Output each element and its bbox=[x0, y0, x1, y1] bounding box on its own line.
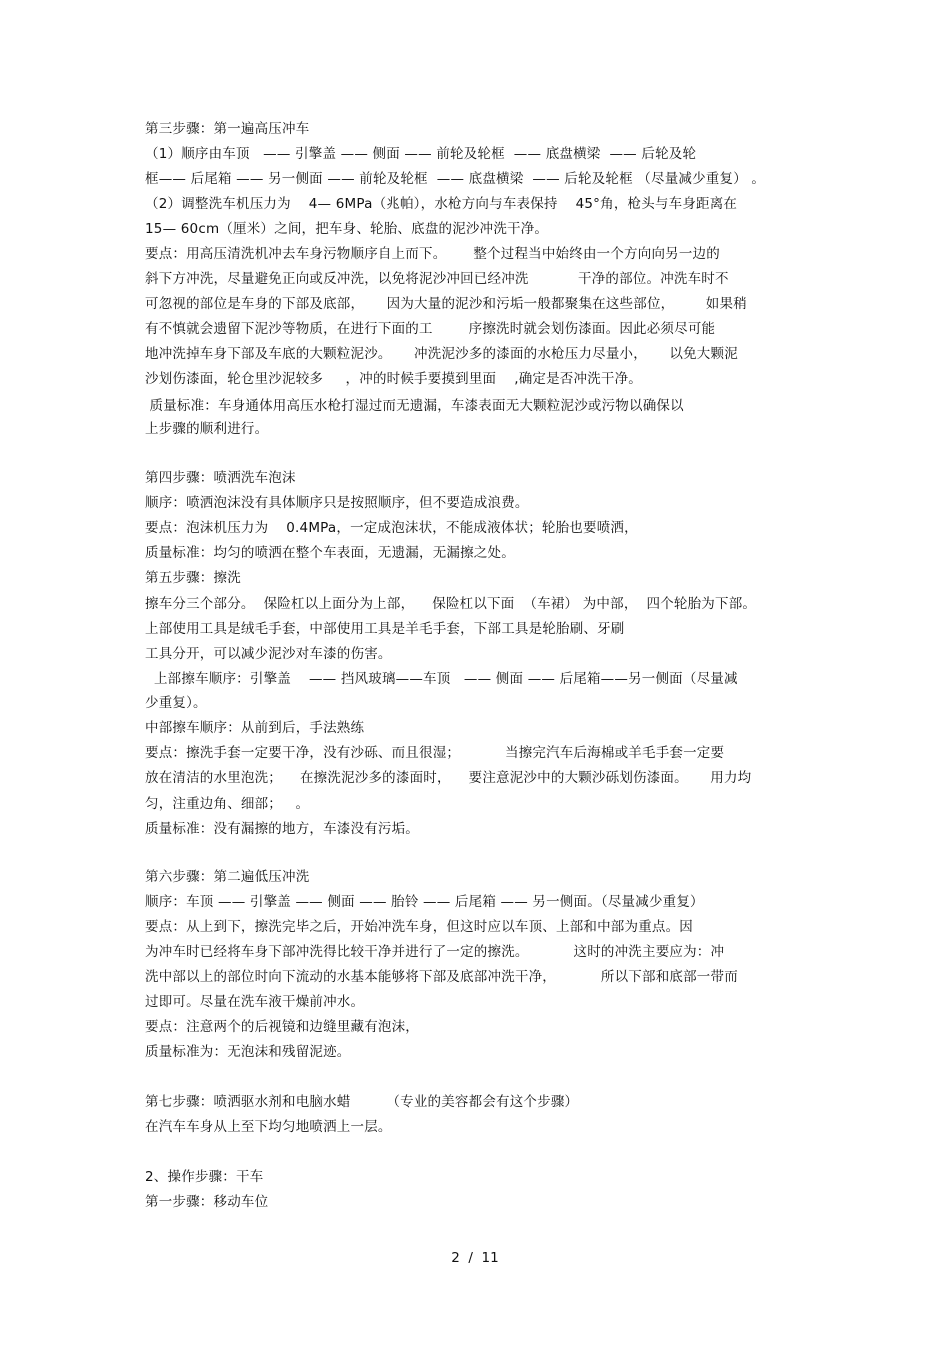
text-line: 质量标准为：无泡沫和残留泥迹。 bbox=[145, 1044, 351, 1060]
text-line: 少重复）。 bbox=[145, 695, 207, 711]
text-line: 要点：泡沫机压力为 0.4MPa，一定成泡沫状，不能成液体状；轮胎也要喷洒， bbox=[145, 520, 638, 536]
text-line: （2）调整洗车机压力为 4— 6MPa（兆帕），水枪方向与车表保持 45°角，枪头与车身距离在 bbox=[145, 196, 738, 212]
text-line: 地冲洗掉车身下部及车底的大颗粒泥沙。 冲洗泥沙多的漆面的水枪压力尽量小， 以免大颗泥 bbox=[145, 346, 738, 362]
text-line: 要点：擦洗手套一定要干净，没有沙砾、而且很湿； 当擦完汽车后海棉或羊毛手套一定要 bbox=[145, 745, 725, 761]
text-line: 放在清洁的水里泡洗； 在擦洗泥沙多的漆面时， 要注意泥沙中的大颗沙砾划伤漆面。 用力均 bbox=[145, 770, 752, 786]
text-line: 上部擦车顺序：引擎盖 —— 挡风玻璃——车顶 —— 侧面 —— 后尾箱——另一侧面（尽量减 bbox=[145, 671, 738, 687]
text-line: 洗中部以上的部位时向下流动的水基本能够将下部及底部冲洗干净， 所以下部和底部一带而 bbox=[145, 969, 738, 985]
text-line: 斜下方冲洗，尽量避免正向或反冲洗，以免将泥沙冲回已经冲洗 干净的部位。冲洗车时不 bbox=[145, 271, 729, 287]
text-line: 质量标准：没有漏擦的地方，车漆没有污垢。 bbox=[145, 821, 419, 837]
text-line: 框—— 后尾箱 —— 另一侧面 —— 前轮及轮框 —— 底盘横梁 —— 后轮及轮框 （尽量减少重复） 。 bbox=[145, 171, 766, 187]
text-line: 在汽车车身从上至下均匀地喷洒上一层。 bbox=[145, 1119, 392, 1135]
text-line: 沙划伤漆面，轮仓里沙泥较多 ，冲的时候手要摸到里面 ,确定是否冲洗干净。 bbox=[145, 371, 643, 387]
text-line: 顺序：喷洒泡沫没有具体顺序只是按照顺序，但不要造成浪费。 bbox=[145, 495, 529, 511]
step5-heading: 第五步骤：擦洗 bbox=[145, 570, 241, 586]
text-line: 第一步骤：移动车位 bbox=[145, 1194, 269, 1210]
text-line: 要点：注意两个的后视镜和边缝里藏有泡沫， bbox=[145, 1019, 419, 1035]
text-line: 15— 60cm（厘米）之间，把车身、轮胎、底盘的泥沙冲洗干净。 bbox=[145, 221, 549, 237]
text-line: 为冲车时已经将车身下部冲洗得比较干净并进行了一定的擦洗。 这时的冲洗主要应为：冲 bbox=[145, 944, 725, 960]
text-line: 质量标准：车身通体用高压水枪打湿过而无遗漏，车漆表面无大颗粒泥沙或污物以确保以 bbox=[145, 398, 684, 414]
text-line: 要点：用高压清洗机冲去车身污物顺序自上而下。 整个过程当中始终由一个方向向另一边的 bbox=[145, 246, 720, 262]
text-line: 有不慎就会遗留下泥沙等物质，在进行下面的工 序擦洗时就会划伤漆面。因此必须尽可能 bbox=[145, 321, 716, 337]
page-number: 2 / 11 bbox=[451, 1250, 499, 1266]
text-line: 质量标准：均匀的喷洒在整个车表面，无遗漏，无漏擦之处。 bbox=[145, 545, 515, 561]
text-line: 顺序：车顶 —— 引擎盖 —— 侧面 —— 胎铃 —— 后尾箱 —— 另一侧面。（尽量减少重复） bbox=[145, 894, 704, 910]
section2-heading: 2、操作步骤：干车 bbox=[145, 1169, 264, 1185]
text-line: 擦车分三个部分。 保险杠以上面分为上部， 保险杠以下面 （车裙） 为中部， 四个轮胎为下部。 bbox=[145, 596, 757, 612]
step7-heading: 第七步骤：喷洒驱水剂和电脑水蜡 （专业的美容都会有这个步骤） bbox=[145, 1094, 579, 1110]
text-line: 中部擦车顺序：从前到后，手法熟练 bbox=[145, 720, 365, 736]
step4-heading: 第四步骤：喷洒洗车泡沫 bbox=[145, 470, 296, 486]
text-line: 匀，注重边角、细部； 。 bbox=[145, 796, 310, 812]
text-line: 过即可。尽量在洗车液干燥前冲水。 bbox=[145, 994, 365, 1010]
text-line: 可忽视的部位是车身的下部及底部， 因为大量的泥沙和污垢一般都聚集在这些部位， 如果稍 bbox=[145, 296, 747, 312]
text-line: 要点：从上到下，擦洗完毕之后，开始冲洗车身，但这时应以车顶、上部和中部为重点。因 bbox=[145, 919, 693, 935]
step3-heading: 第三步骤：第一遍高压冲车 bbox=[145, 121, 310, 137]
text-line: 工具分开，可以减少泥沙对车漆的伤害。 bbox=[145, 646, 392, 662]
text-line: 上步骤的顺利进行。 bbox=[145, 421, 269, 437]
text-line: 上部使用工具是绒毛手套，中部使用工具是羊毛手套，下部工具是轮胎刷、牙刷 bbox=[145, 621, 625, 637]
step6-heading: 第六步骤：第二遍低压冲洗 bbox=[145, 869, 310, 885]
text-line: （1）顺序由车顶 —— 引擎盖 —— 侧面 —— 前轮及轮框 —— 底盘横梁 —— 后轮及轮 bbox=[145, 146, 697, 162]
